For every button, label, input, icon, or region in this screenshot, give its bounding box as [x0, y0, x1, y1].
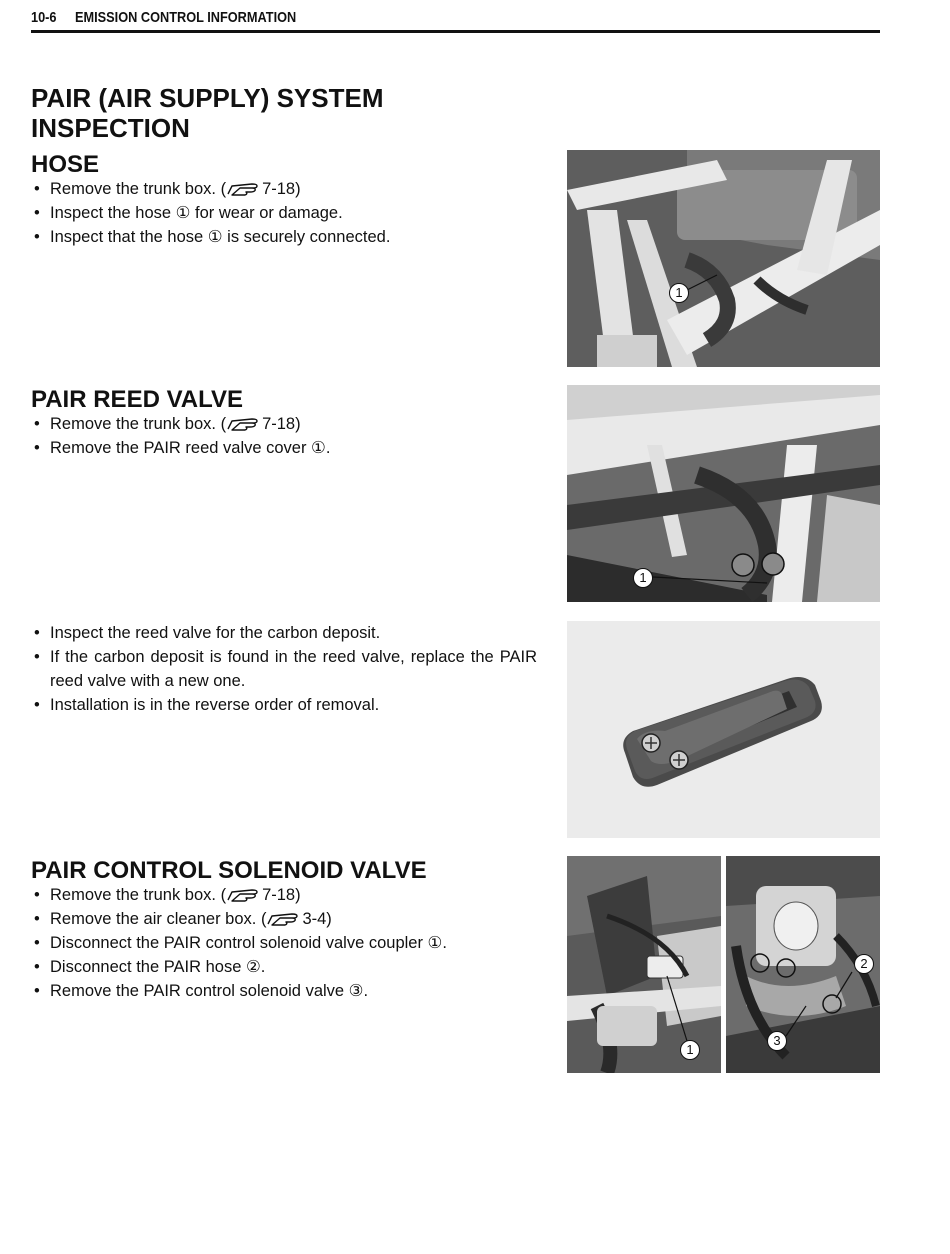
step-text: Inspect the hose ① for wear or damage. — [50, 204, 343, 222]
list-item — [31, 693, 537, 717]
pointing-hand-icon — [226, 887, 260, 903]
page-title-line1: PAIR (AIR SUPPLY) SYSTEM — [31, 83, 384, 113]
bullet: • — [34, 624, 40, 642]
reference-page: 3-4 — [302, 910, 327, 928]
step-text: Remove the trunk box. ( — [50, 886, 227, 904]
list-item — [31, 883, 537, 907]
list-item — [31, 177, 537, 201]
reference-page: 7-18 — [262, 415, 296, 433]
page-title — [31, 83, 384, 143]
bullet: • — [34, 228, 40, 246]
reed-valve-steps — [31, 412, 537, 460]
reed-valve-part-drawing — [567, 621, 880, 838]
pointing-hand-icon — [266, 911, 300, 927]
reed-valve-part-photo — [567, 621, 880, 838]
bullet: • — [34, 982, 40, 1000]
hose-steps — [31, 177, 537, 249]
bullet: • — [34, 886, 40, 904]
bullet: • — [34, 180, 40, 198]
list-item — [31, 955, 537, 979]
step-text: Remove the trunk box. ( — [50, 415, 227, 433]
list-item — [31, 436, 537, 460]
reference-page: 7-18 — [262, 180, 296, 198]
step-text: ) — [295, 415, 301, 433]
step-text: Installation is in the reverse order of removal. — [50, 696, 380, 714]
list-item — [31, 931, 537, 955]
bullet: • — [34, 910, 40, 928]
step-text: ) — [326, 910, 332, 928]
bullet: • — [34, 415, 40, 433]
callout-1: 1 — [633, 568, 653, 588]
solenoid-steps — [31, 883, 537, 1003]
callout-2: 2 — [854, 954, 874, 974]
list-item — [31, 412, 537, 436]
solenoid-heading: PAIR CONTROL SOLENOID VALVE — [31, 857, 427, 884]
solenoid-photo-left-drawing — [567, 856, 721, 1073]
step-text: Remove the trunk box. ( — [50, 180, 227, 198]
pointing-hand-icon — [226, 181, 260, 197]
bullet: • — [34, 439, 40, 457]
callout-1: 1 — [669, 283, 689, 303]
list-item — [31, 201, 537, 225]
step-text: If the carbon deposit is found in the reed valve, replace the PAIR reed valve with a new one. — [50, 648, 537, 690]
hose-heading: HOSE — [31, 151, 100, 178]
bullet: • — [34, 934, 40, 952]
step-text: ) — [295, 180, 301, 198]
step-text: Disconnect the PAIR control solenoid valve coupler ①. — [50, 934, 447, 952]
reed-valve-heading: PAIR REED VALVE — [31, 386, 244, 413]
solenoid-photo-right — [726, 856, 880, 1073]
page-title-line2: INSPECTION — [31, 113, 190, 143]
bullet: • — [34, 648, 40, 666]
step-text: Remove the air cleaner box. ( — [50, 910, 267, 928]
page-number: 10-6 — [31, 9, 57, 26]
pointing-hand-icon — [226, 416, 260, 432]
solenoid-photo-left — [567, 856, 721, 1073]
page-header — [31, 6, 880, 33]
reed-valve-photo — [567, 385, 880, 602]
reed-valve-inspect-steps — [31, 621, 537, 717]
hose-photo — [567, 150, 880, 367]
step-text: ) — [295, 886, 301, 904]
section-title: EMISSION CONTROL INFORMATION — [75, 9, 297, 26]
step-text: Disconnect the PAIR hose ②. — [50, 958, 266, 976]
step-text: Inspect that the hose ① is securely connected. — [50, 228, 391, 246]
list-item — [31, 907, 537, 931]
list-item — [31, 645, 537, 693]
step-text: Remove the PAIR control solenoid valve ③. — [50, 982, 369, 1000]
callout-3: 3 — [767, 1031, 787, 1051]
reed-valve-photo-drawing — [567, 385, 880, 602]
step-text: Inspect the reed valve for the carbon deposit. — [50, 624, 381, 642]
step-text: Remove the PAIR reed valve cover ①. — [50, 439, 331, 457]
list-item — [31, 621, 537, 645]
callout-1: 1 — [680, 1040, 700, 1060]
list-item — [31, 979, 537, 1003]
hose-photo-drawing — [567, 150, 880, 367]
bullet: • — [34, 204, 40, 222]
reference-page: 7-18 — [262, 886, 296, 904]
list-item — [31, 225, 537, 249]
bullet: • — [34, 958, 40, 976]
bullet: • — [34, 696, 40, 714]
